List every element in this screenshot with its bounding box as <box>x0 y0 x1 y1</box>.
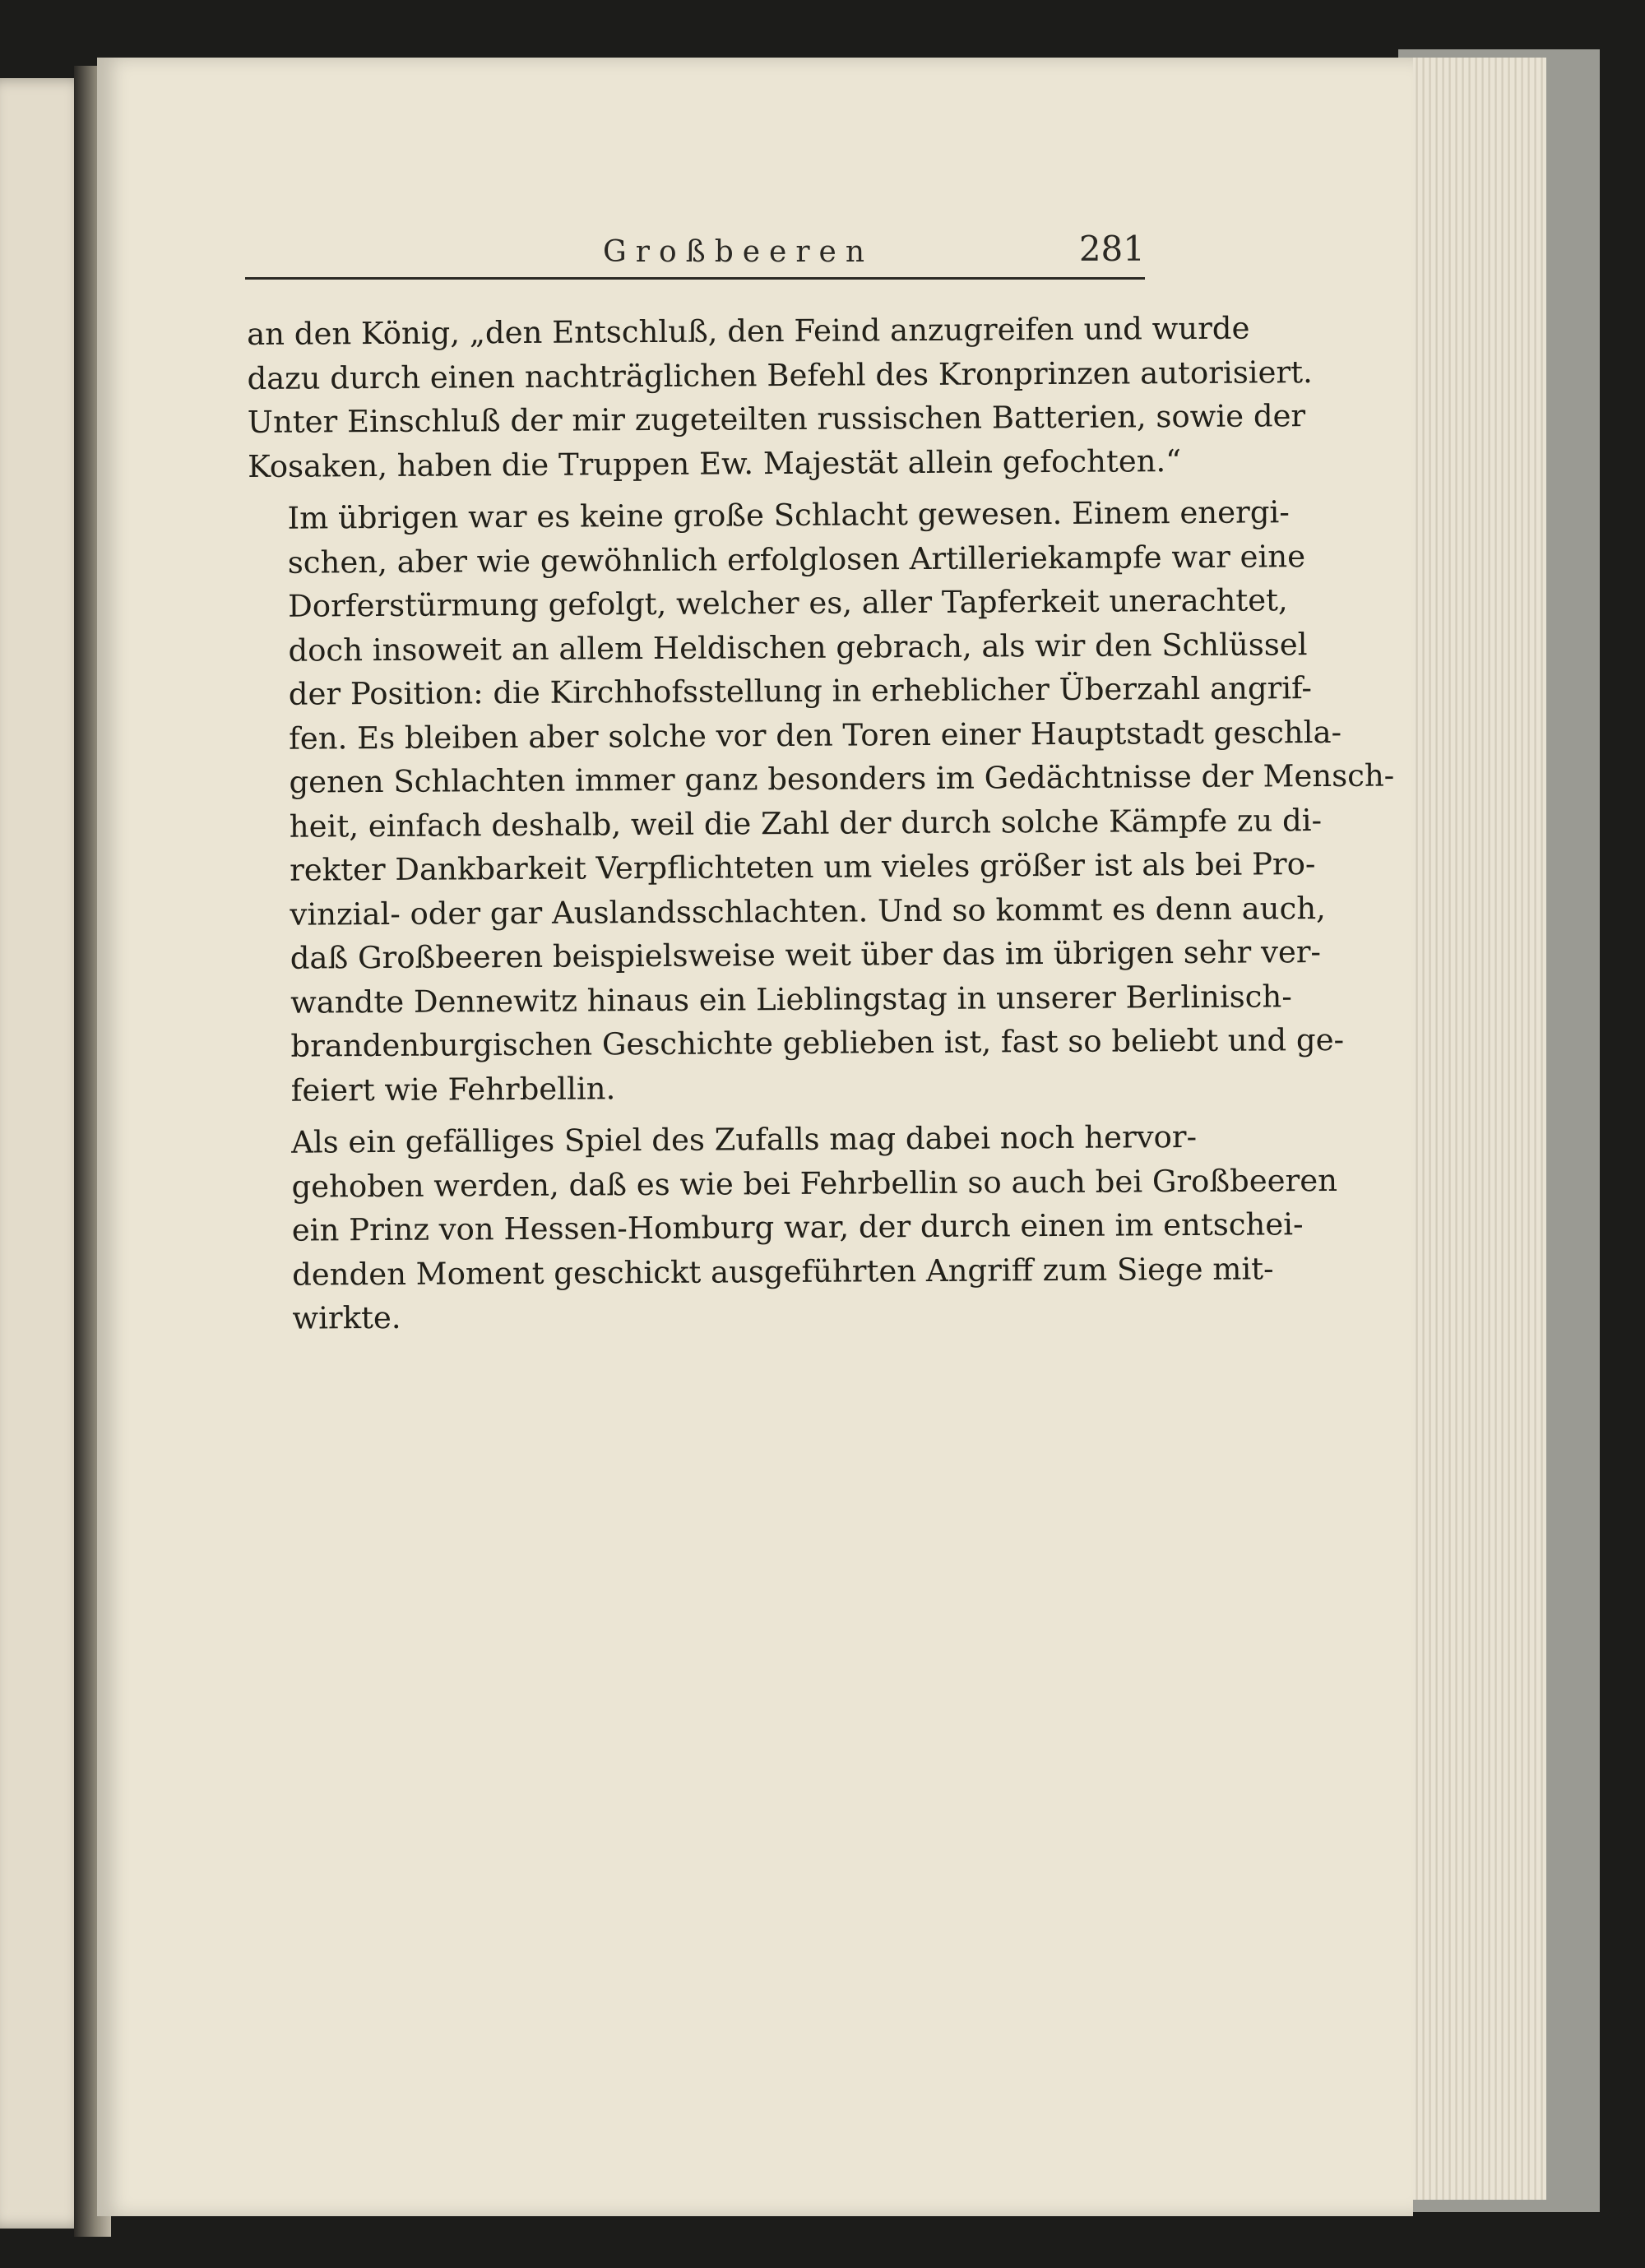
text-line: Kosaken, haben die Truppen Ew. Majestät allein gefochten.“ <box>248 442 1182 484</box>
text-line: an den König, „den Entschluß, den Feind anzugreifen und wurde <box>247 310 1250 352</box>
paragraph <box>248 491 1395 1113</box>
text-line: Im übrigen war es keine große Schlacht gewesen. Einem energi- <box>287 494 1290 536</box>
text-line: gehoben werden, daß es wie bei Fehrbellin so auch bei Großbeeren <box>291 1162 1338 1205</box>
text-line: wirkte. <box>292 1299 401 1336</box>
running-head: Großbeeren <box>603 235 874 269</box>
text-line: feiert wie Fehrbellin. <box>290 1070 616 1109</box>
page-stack-edges <box>1398 58 1546 2200</box>
page-number: 281 <box>1078 229 1145 269</box>
text-line: brandenburgischen Geschichte geblieben ist, fast so beliebt und ge- <box>290 1021 1345 1064</box>
text-line: vinzial- oder gar Auslandsschlachten. Und so kommt es denn auch, <box>290 890 1327 933</box>
text-line: der Position: die Kirchhofsstellung in erheblicher Überzahl angrif- <box>288 670 1313 712</box>
text-line: wandte Dennewitz hinaus ein Lieblingstag in unserer Berlinisch- <box>290 978 1292 1021</box>
text-line: rekter Dankbarkeit Verpflichteten um vieles größer ist als bei Pro- <box>290 846 1316 888</box>
text-line: Als ein gefälliges Spiel des Zufalls mag dabei noch hervor- <box>291 1118 1198 1160</box>
page-header <box>245 229 1145 278</box>
text-line: fen. Es bleiben aber solche vor den Toren einer Hauptstadt geschla- <box>289 714 1342 757</box>
text-line: Unter Einschluß der mir zugeteilten russischen Batterien, sowie der <box>247 398 1306 440</box>
text-line: doch insoweit an allem Heldischen gebrach, als wir den Schlüssel <box>288 626 1308 669</box>
text-line: denden Moment geschickt ausgeführten Angriff zum Siege mit- <box>292 1250 1274 1293</box>
text-line: ein Prinz von Hessen-Homburg war, der durch einen im entschei- <box>291 1206 1304 1248</box>
paragraph <box>247 307 1313 488</box>
text-line: dazu durch einen nachträglichen Befehl des Kronprinzen autorisiert. <box>247 354 1313 396</box>
paragraph <box>252 1115 1338 1340</box>
text-line: schen, aber wie gewöhnlich erfolglosen Artilleriekampfe war eine <box>287 538 1306 581</box>
text-line: heit, einfach deshalb, weil die Zahl der durch solche Kämpfe zu di- <box>289 802 1323 845</box>
body-text <box>247 307 1395 1340</box>
text-line: Dorferstürmung gefolgt, welcher es, aller Tapferkeit unerachtet, <box>288 582 1288 624</box>
text-line: daß Großbeeren beispielsweise weit über das im übrigen sehr ver- <box>290 934 1322 976</box>
header-rule <box>245 277 1145 280</box>
text-line: genen Schlachten immer ganz besonders im Gedächtnisse der Mensch- <box>289 757 1395 800</box>
